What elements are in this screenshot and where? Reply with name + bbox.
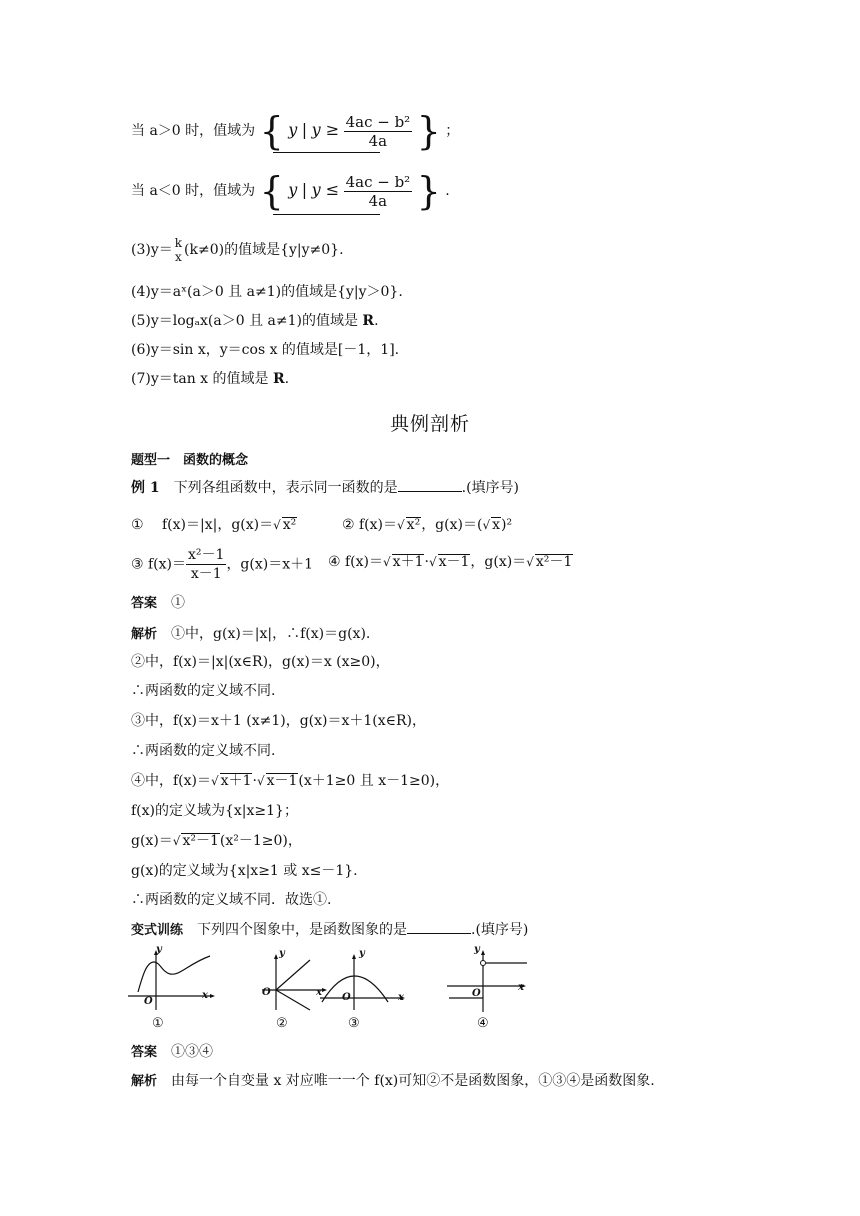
exercise-question [131, 920, 528, 941]
relation: y ≥ [311, 120, 340, 139]
graph-label-1: ① [152, 1016, 164, 1031]
ray-up [276, 960, 310, 990]
analysis-line-1 [131, 624, 370, 645]
option-text: ，g(x)＝ [470, 554, 527, 570]
y-axis-arrow [274, 954, 278, 959]
denominator: 4a [368, 191, 388, 210]
rule-text: (5)y＝logₐx(a＞0 且 a≠1)的值域是 [131, 313, 363, 329]
question-text: .(填序号) [471, 922, 529, 938]
y-label: y [359, 948, 365, 959]
right-brace: } [416, 109, 441, 153]
y-label: y [156, 944, 162, 955]
x-axis-arrow [210, 994, 215, 998]
graph-4 [445, 948, 530, 1014]
analysis-line-5: ∴两函数的定义域不同. [131, 743, 276, 759]
open-endpoint [481, 961, 486, 966]
radicand: x² [406, 517, 421, 533]
analysis-line-3: ∴两函数的定义域不同. [131, 683, 276, 699]
y-label: y [279, 948, 285, 959]
option-3 [131, 546, 313, 583]
range-rule-6: (6)y＝sin x，y＝cos x 的值域是[－1，1]. [131, 342, 400, 358]
analysis-line-9: g(x)的定义域为{x|x≥1 或 x≤－1}. [131, 863, 358, 879]
option-text: ④ f(x)＝ [328, 554, 384, 570]
example-question [131, 478, 519, 498]
dot: · [424, 554, 429, 570]
range-rule-4: (4)y＝aˣ(a＞0 且 a≠1)的值域是{y|y＞0}. [131, 284, 403, 300]
radicand: x＋1 [220, 773, 252, 789]
answer-blank [407, 920, 471, 934]
rule-text: (k≠0)的值域是{y|y≠0}. [184, 242, 344, 258]
x-label: x [202, 990, 208, 1001]
section-title: 典例剖析 [389, 413, 470, 435]
set-variable: y [288, 180, 298, 199]
real-set-symbol: R [272, 371, 285, 387]
option-text: ① f(x)＝|x|，g(x)＝ [131, 517, 274, 533]
fraction [173, 236, 184, 264]
analysis-line-6 [131, 771, 449, 791]
set-underline [273, 214, 380, 215]
set-variable: y [288, 120, 298, 139]
analysis-text: 由每一个自变量 x 对应唯一一个 f(x)可知②不是函数图象，①③④是函数图象. [157, 1073, 655, 1089]
analysis-line-4: ③中，f(x)＝x＋1 (x≠1)，g(x)＝x＋1(x∈R)， [131, 713, 427, 729]
radicand: x－1 [438, 554, 470, 570]
rule-text: 当 a＞0 时，值域为 [131, 123, 256, 139]
exercise-label: 变式训练 [131, 923, 184, 938]
question-text: .(填序号) [461, 480, 519, 496]
right-brace: } [416, 169, 441, 213]
rule-text: 当 a＜0 时，值域为 [131, 183, 256, 199]
set-bar: | [301, 120, 308, 139]
dot: · [252, 773, 257, 789]
set-underline [273, 152, 380, 153]
fraction [186, 546, 226, 583]
origin-label: O [342, 992, 351, 1003]
radicand: x＋1 [392, 554, 424, 570]
option-2 [342, 515, 512, 535]
suffix: . [445, 183, 450, 199]
analysis-line-7: f(x)的定义域为{x|x≥1}； [131, 803, 298, 819]
curve [138, 956, 210, 992]
real-set-symbol: R [362, 313, 375, 329]
range-rule-7 [131, 369, 289, 389]
denominator: 4a [368, 131, 388, 150]
numerator: 4ac − b² [345, 112, 411, 131]
fraction [344, 113, 413, 150]
y-label: y [474, 944, 480, 955]
sqrt-sign: √ [482, 518, 491, 532]
origin-label: O [472, 988, 481, 999]
graph-label-3: ③ [348, 1016, 360, 1031]
answer-label: 答案 [131, 596, 158, 611]
graph-3 [318, 952, 408, 1012]
answer-text: ①③④ [157, 1044, 214, 1060]
ray-down [276, 990, 310, 1010]
numerator: 4ac − b² [345, 172, 411, 191]
graph-label-2: ② [276, 1016, 288, 1031]
analysis-line-2: ②中，f(x)＝|x|(x∈R)，g(x)＝x (x≥0)， [131, 654, 390, 670]
sqrt-sign: √ [397, 518, 405, 532]
rule-text: . [284, 371, 290, 387]
analysis-line-10: ∴两函数的定义域不同．故选①. [131, 892, 332, 908]
denominator: x－1 [190, 566, 222, 582]
range-rule-a-positive [131, 109, 460, 153]
exercise-answer [131, 1042, 213, 1063]
set-bar: | [301, 180, 308, 199]
analysis-text: g(x)＝ [131, 833, 173, 849]
relation: y ≤ [311, 180, 340, 199]
analysis-text: ④中，f(x)＝ [131, 773, 212, 789]
analysis-label: 解析 [131, 1074, 158, 1089]
fraction [344, 173, 413, 210]
suffix: ； [445, 123, 460, 139]
exercise-analysis [131, 1071, 655, 1092]
option-text: )² [501, 517, 513, 533]
option-1 [131, 515, 297, 535]
example-answer [131, 593, 185, 614]
graph-label-4: ④ [477, 1016, 489, 1031]
radicand: x²－1 [182, 833, 219, 849]
x-label: x [518, 982, 524, 993]
question-text: 下列四个图象中，是函数图象的是 [183, 922, 408, 938]
rule-text: (7)y＝tan x 的值域是 [131, 371, 273, 387]
analysis-line-8 [131, 831, 302, 851]
origin-label: O [144, 996, 153, 1007]
radicand: x² [282, 517, 297, 533]
question-text: 下列各组函数中，表示同一函数的是 [159, 480, 398, 496]
analysis-text: (x²－1≥0)， [219, 833, 302, 849]
answer-blank [398, 478, 462, 492]
rule-text: (3)y＝ [131, 242, 173, 258]
sqrt-sign: √ [273, 518, 281, 532]
sqrt-sign: √ [428, 555, 437, 569]
denominator: x [175, 250, 182, 264]
y-axis-arrow [481, 950, 485, 955]
y-axis-arrow [352, 954, 356, 959]
range-rule-3 [131, 236, 344, 264]
origin-label: O [262, 987, 271, 998]
sqrt-sign: √ [211, 774, 219, 788]
option-text: ③ f(x)＝ [131, 556, 187, 573]
example-label: 例 1 [131, 480, 160, 496]
option-text: ② f(x)＝ [342, 517, 398, 533]
option-4 [328, 552, 573, 572]
analysis-text: ①中，g(x)＝|x|，∴f(x)＝g(x). [157, 626, 371, 642]
answer-text: ① [157, 595, 186, 611]
graph-1 [126, 948, 216, 1014]
sqrt-sign: √ [256, 774, 265, 788]
left-brace: { [259, 109, 284, 153]
range-rule-5 [131, 311, 379, 331]
radicand: x²－1 [535, 554, 573, 570]
x-label: x [316, 987, 322, 998]
topic-heading: 题型一 函数的概念 [131, 453, 249, 468]
range-rule-a-negative [131, 169, 450, 213]
sqrt-sign: √ [172, 834, 181, 848]
sqrt-sign: √ [383, 555, 391, 569]
analysis-text: (x＋1≥0 且 x－1≥0)， [298, 773, 450, 789]
option-text: ，g(x)＝( [421, 517, 483, 533]
analysis-label: 解析 [131, 627, 158, 642]
option-text: ，g(x)＝x＋1 [226, 556, 314, 573]
x-label: x [398, 992, 404, 1003]
numerator: k [174, 236, 183, 250]
sqrt-sign: √ [526, 555, 534, 569]
left-brace: { [259, 169, 284, 213]
numerator: x²－1 [188, 547, 225, 563]
radicand: x－1 [266, 773, 298, 789]
rule-text: . [374, 313, 379, 329]
answer-label: 答案 [131, 1045, 158, 1060]
radicand: x [492, 517, 500, 533]
